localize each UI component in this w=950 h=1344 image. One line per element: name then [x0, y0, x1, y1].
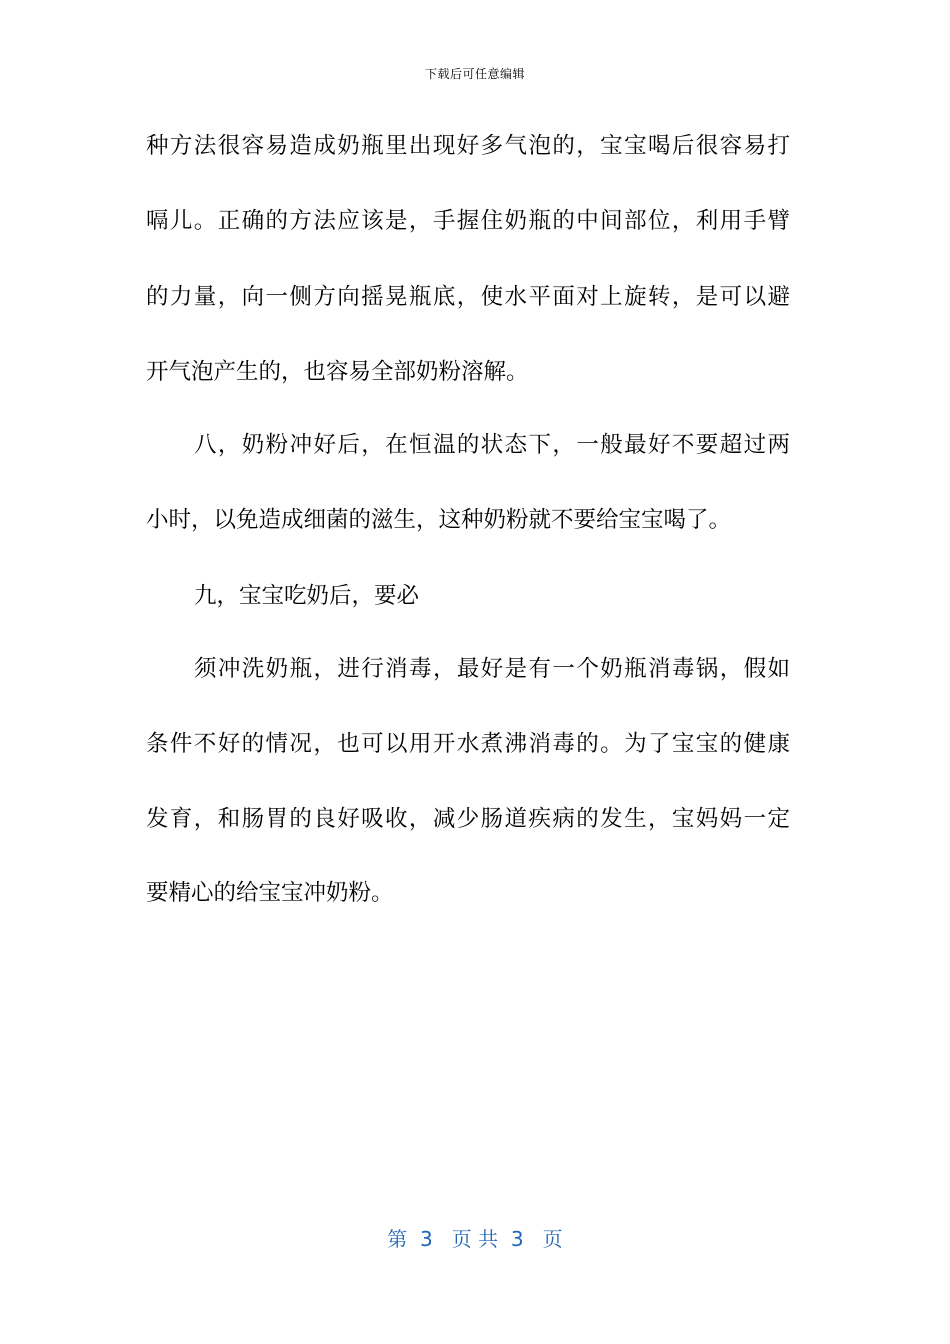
- body-line-9: 条件不好的情况，也可以用开水煮沸消毒的。为了宝宝的健康: [146, 731, 790, 757]
- body-line-2: 嗝儿。正确的方法应该是，手握住奶瓶的中间部位，利用手臂: [146, 208, 790, 234]
- body-line-6: 小时，以免造成细菌的滋生，这种奶粉就不要给宝宝喝了。: [146, 507, 732, 533]
- page-header: 下载后可任意编辑: [424, 67, 525, 81]
- body-line-8: 须冲洗奶瓶，进行消毒，最好是有一个奶瓶消毒锅，假如: [194, 656, 790, 682]
- body-line-5: 八，奶粉冲好后，在恒温的状态下，一般最好不要超过两: [194, 432, 790, 458]
- body-line-1: 种方法很容易造成奶瓶里出现好多气泡的，宝宝喝后很容易打: [146, 133, 790, 159]
- body-line-11: 要精心的给宝宝冲奶粉。: [146, 880, 394, 906]
- body-line-3: 的力量，向一侧方向摇晃瓶底，使水平面对上旋转，是可以避: [146, 284, 790, 310]
- body-line-10: 发育，和肠胃的良好吸收，减少肠道疾病的发生，宝妈妈一定: [146, 806, 790, 832]
- page-number-footer: 第 3 页 共 3 页: [387, 1227, 563, 1251]
- body-line-7: 九，宝宝吃奶后，要必: [194, 583, 420, 609]
- body-line-4: 开气泡产生的，也容易全部奶粉溶解。: [146, 359, 529, 385]
